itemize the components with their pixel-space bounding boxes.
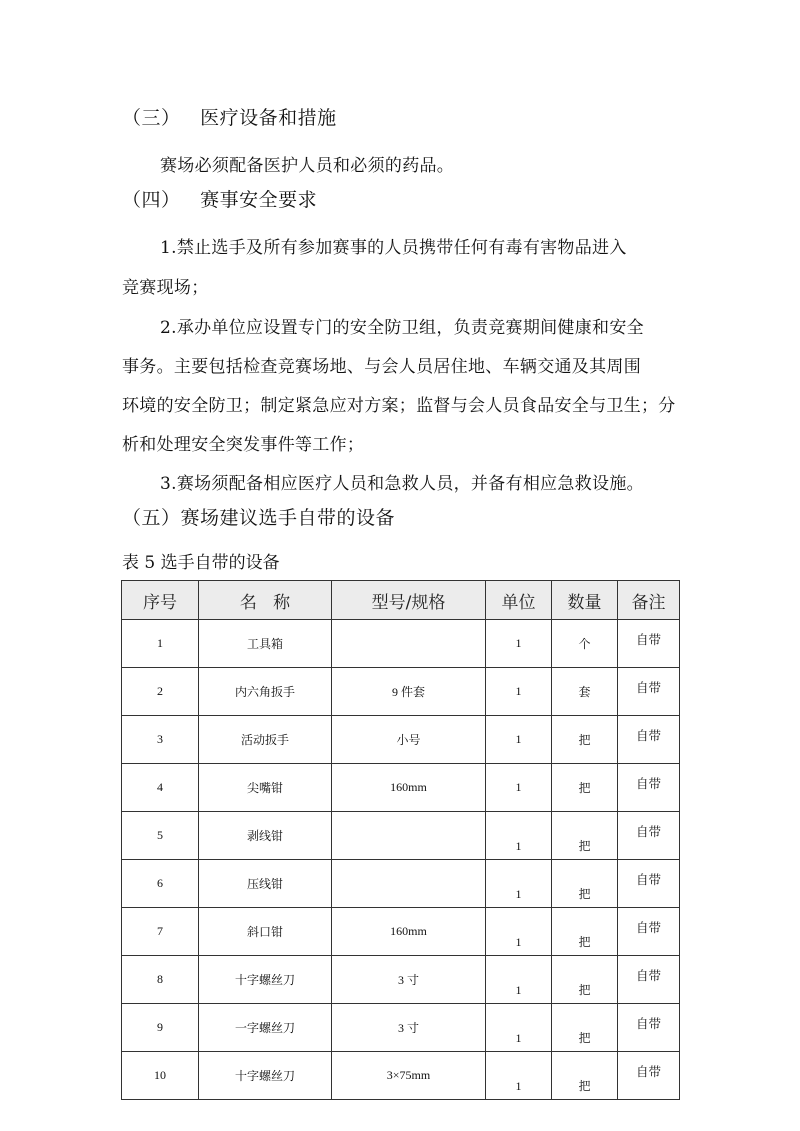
cell-note: 自带 (618, 908, 680, 956)
cell-model: 3 寸 (332, 1004, 486, 1052)
table-row (122, 812, 680, 860)
item-3-line-1: 3.赛场须配备相应医疗人员和急救人员，并备有相应急救设施。 (160, 474, 644, 494)
cell-name: 斜口钳 (199, 908, 332, 956)
cell-quantity: 把 (552, 908, 618, 956)
cell-unit-count: 1 (486, 860, 552, 908)
cell-unit-count: 1 (486, 1004, 552, 1052)
item-2-line-1: 2.承办单位应设置专门的安全防卫组，负责竞赛期间健康和安全 (160, 318, 644, 338)
cell-unit-count: 1 (486, 764, 552, 812)
cell-note: 自带 (618, 860, 680, 908)
header-index: 序号 (122, 581, 199, 620)
cell-index: 9 (122, 1004, 199, 1052)
cell-model (332, 620, 486, 668)
cell-note: 自带 (618, 716, 680, 764)
table-row (122, 860, 680, 908)
cell-quantity: 套 (552, 668, 618, 716)
cell-note: 自带 (618, 1052, 680, 1100)
cell-model (332, 860, 486, 908)
cell-quantity: 把 (552, 1004, 618, 1052)
table-row (122, 668, 680, 716)
cell-quantity: 把 (552, 764, 618, 812)
cell-name: 十字螺丝刀 (199, 1052, 332, 1100)
section-3-heading (122, 103, 337, 130)
cell-model: 小号 (332, 716, 486, 764)
cell-unit-count: 1 (486, 668, 552, 716)
cell-name: 尖嘴钳 (199, 764, 332, 812)
cell-index: 10 (122, 1052, 199, 1100)
table-row (122, 956, 680, 1004)
cell-name: 内六角扳手 (199, 668, 332, 716)
cell-quantity: 把 (552, 956, 618, 1004)
cell-index: 7 (122, 908, 199, 956)
item-2-line-4: 析和处理安全突发事件等工作； (122, 435, 365, 455)
item-1-line-2: 竞赛现场； (122, 278, 209, 298)
cell-name: 十字螺丝刀 (199, 956, 332, 1004)
section-3-number: （三） (122, 107, 181, 129)
cell-name: 工具箱 (199, 620, 332, 668)
table-row (122, 716, 680, 764)
cell-name: 活动扳手 (199, 716, 332, 764)
section-4-heading (122, 185, 317, 212)
table-caption: 表 5 选手自带的设备 (122, 553, 280, 573)
cell-quantity: 个 (552, 620, 618, 668)
cell-unit-count: 1 (486, 908, 552, 956)
cell-quantity: 把 (552, 812, 618, 860)
cell-model: 3×75mm (332, 1052, 486, 1100)
cell-index: 8 (122, 956, 199, 1004)
cell-note: 自带 (618, 956, 680, 1004)
cell-note: 自带 (618, 1004, 680, 1052)
section-3-title: 医疗设备和措施 (200, 107, 337, 129)
cell-index: 1 (122, 620, 199, 668)
cell-index: 4 (122, 764, 199, 812)
cell-note: 自带 (618, 812, 680, 860)
table-row (122, 620, 680, 668)
table-row (122, 764, 680, 812)
cell-index: 2 (122, 668, 199, 716)
header-note: 备注 (618, 581, 680, 620)
cell-model: 160mm (332, 764, 486, 812)
table-row (122, 908, 680, 956)
header-unit-count: 单位 (486, 581, 552, 620)
cell-note: 自带 (618, 668, 680, 716)
cell-unit-count: 1 (486, 716, 552, 764)
cell-model: 160mm (332, 908, 486, 956)
section-5-heading: （五）赛场建议选手自带的设备 (122, 507, 396, 529)
cell-name: 一字螺丝刀 (199, 1004, 332, 1052)
item-2-line-2: 事务。主要包括检查竞赛场地、与会人员居住地、车辆交通及其周围 (122, 357, 641, 377)
table-row (122, 1004, 680, 1052)
header-name: 名 称 (199, 581, 332, 620)
table-header-row (122, 581, 680, 620)
cell-model (332, 812, 486, 860)
cell-unit-count: 1 (486, 1052, 552, 1100)
cell-index: 3 (122, 716, 199, 764)
cell-unit-count: 1 (486, 812, 552, 860)
section-4-title: 赛事安全要求 (200, 189, 318, 211)
section-4-number: （四） (122, 189, 181, 211)
cell-unit-count: 1 (486, 956, 552, 1004)
cell-model: 3 寸 (332, 956, 486, 1004)
cell-note: 自带 (618, 620, 680, 668)
cell-index: 5 (122, 812, 199, 860)
cell-name: 剥线钳 (199, 812, 332, 860)
table-row (122, 1052, 680, 1100)
section-3-text: 赛场必须配备医护人员和必须的药品。 (160, 156, 455, 176)
cell-quantity: 把 (552, 860, 618, 908)
cell-unit-count: 1 (486, 620, 552, 668)
equipment-table (121, 580, 680, 1100)
cell-name: 压线钳 (199, 860, 332, 908)
item-1-line-1: 1.禁止选手及所有参加赛事的人员携带任何有毒有害物品进入 (160, 238, 627, 258)
cell-index: 6 (122, 860, 199, 908)
cell-note: 自带 (618, 764, 680, 812)
item-2-line-3: 环境的安全防卫；制定紧急应对方案；监督与会人员食品安全与卫生；分 (122, 396, 676, 416)
header-quantity: 数量 (552, 581, 618, 620)
cell-quantity: 把 (552, 716, 618, 764)
cell-quantity: 把 (552, 1052, 618, 1100)
header-model: 型号/规格 (332, 581, 486, 620)
cell-model: 9 件套 (332, 668, 486, 716)
